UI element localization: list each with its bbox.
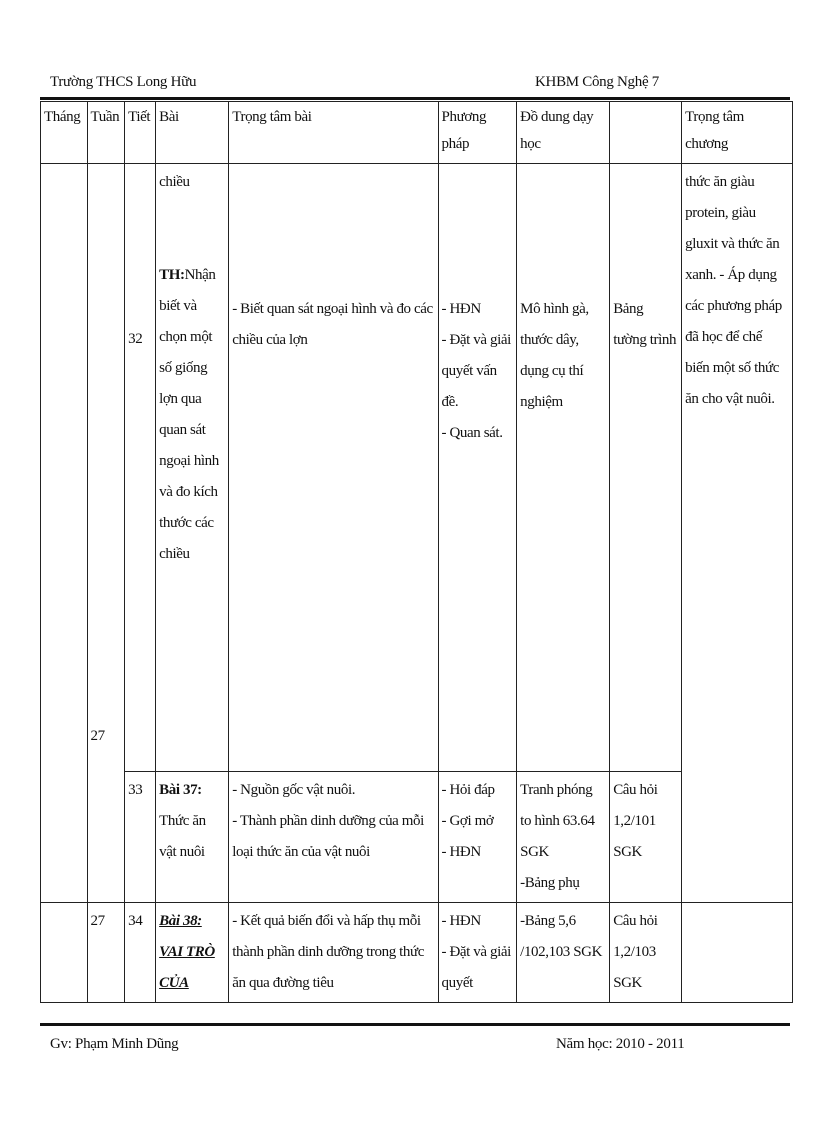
method-item: - HĐN [441, 844, 481, 860]
footer-rule [40, 1023, 790, 1026]
method-cell [438, 903, 517, 1003]
lesson-focus-cell [229, 903, 438, 1003]
table-row [41, 164, 793, 772]
method-item: - HĐN [441, 301, 481, 317]
period-value: 33 [128, 782, 143, 798]
lesson-focus-cell [229, 772, 438, 903]
extra-cell [610, 164, 682, 772]
table-header-row [41, 102, 793, 164]
table-row [41, 903, 793, 1003]
lesson-focus-cell [229, 164, 438, 772]
method-cell [438, 164, 517, 772]
col-header-chapter-focus: Trọng tâm chương [682, 102, 793, 164]
lesson-plan-table [40, 101, 793, 1003]
col-header-lesson-focus: Trọng tâm bài [229, 102, 438, 164]
chapter-focus-cell [682, 903, 793, 1003]
week-value: 27 [90, 913, 105, 929]
lesson-cell [156, 903, 229, 1003]
col-header-method: Phương pháp [438, 102, 517, 164]
week-cell [87, 903, 125, 1003]
extra-text: Bảng tường trình [613, 301, 677, 348]
materials-text: Mô hình gà, thước dây, dụng cụ thí nghiệm [520, 301, 589, 410]
focus-item: - Nguồn gốc vật nuôi. [232, 782, 356, 798]
method-item: - Đặt và giải quyết vấn đề. [441, 332, 511, 410]
materials-cell [517, 903, 610, 1003]
method-item: - Gợi mở [441, 813, 494, 829]
col-header-extra [610, 102, 682, 164]
lesson-continued: chiều [159, 174, 190, 190]
lesson-prefix: TH:Nhận biết và chọn một số giống lợn qua quan sát ngoại hình và đo kích thước các chiều [159, 267, 219, 562]
header-rule [40, 97, 790, 100]
week-value: 27 [90, 728, 105, 744]
method-item: - Quan sát. [441, 425, 503, 441]
col-header-week: Tuần [87, 102, 125, 164]
col-header-period: Tiết [125, 102, 156, 164]
col-header-materials: Đồ dung dạy học [517, 102, 610, 164]
school-year: Năm học: 2010 - 2011 [556, 1036, 685, 1052]
lesson-number: Bài 37: [159, 782, 202, 798]
chapter-focus-cell [682, 164, 793, 903]
extra-cell [610, 772, 682, 903]
extra-text: Câu hỏi 1,2/103 SGK [613, 913, 658, 991]
lesson-title: Bài 38: VAI TRÒ CỦA [159, 913, 215, 991]
materials-text: -Bảng 5,6 /102,103 SGK [520, 913, 603, 960]
method-item: - HĐN [441, 913, 481, 929]
method-item: - Hỏi đáp [441, 782, 495, 798]
lesson-title: Nhận biết và chọn một số giống lợn qua quan sát ngoại hình và đo kích thước các chiều [159, 267, 219, 562]
month-cell [41, 164, 88, 903]
lesson-title: Thức ăn vật nuôi [159, 813, 206, 860]
lesson-focus: - Kết quả biến đổi và hấp thụ mỗi thành phần dinh dưỡng trong thức ăn qua đường tiêu [232, 913, 425, 991]
subject-name: KHBM Công Nghệ 7 [535, 74, 659, 90]
month-cell [41, 903, 88, 1003]
table-row [41, 772, 793, 903]
extra-text: Câu hỏi 1,2/101 SGK [613, 782, 658, 860]
period-cell [125, 772, 156, 903]
period-value: 32 [128, 331, 143, 347]
school-name: Trường THCS Long Hữu [50, 74, 197, 90]
col-header-month: Tháng [41, 102, 88, 164]
extra-cell [610, 903, 682, 1003]
materials-cell [517, 772, 610, 903]
lesson-cell [156, 772, 229, 903]
focus-item: - Thành phần dinh dưỡng của mỗi loại thức ăn của vật nuôi [232, 813, 424, 860]
materials-item: -Bảng phụ [520, 875, 580, 891]
method-item: - Đặt và giải quyết [441, 944, 511, 991]
period-cell [125, 164, 156, 772]
materials-item: Tranh phóng to hình 63.64 SGK [520, 782, 595, 860]
chapter-focus-text: thức ăn giàu protein, giàu gluxit và thức ăn xanh. - Áp dụng các phương pháp đã học để chế biến một số thức ăn cho vật nuôi. [685, 174, 782, 407]
week-cell [87, 164, 125, 903]
method-cell [438, 772, 517, 903]
col-header-lesson: Bài [156, 102, 229, 164]
teacher-name: Gv: Phạm Minh Dũng [50, 1036, 179, 1052]
period-value: 34 [128, 913, 143, 929]
lesson-focus: - Biết quan sát ngoại hình và đo các chiều của lợn [232, 301, 433, 348]
materials-cell [517, 164, 610, 772]
period-cell [125, 903, 156, 1003]
lesson-cell [156, 164, 229, 772]
